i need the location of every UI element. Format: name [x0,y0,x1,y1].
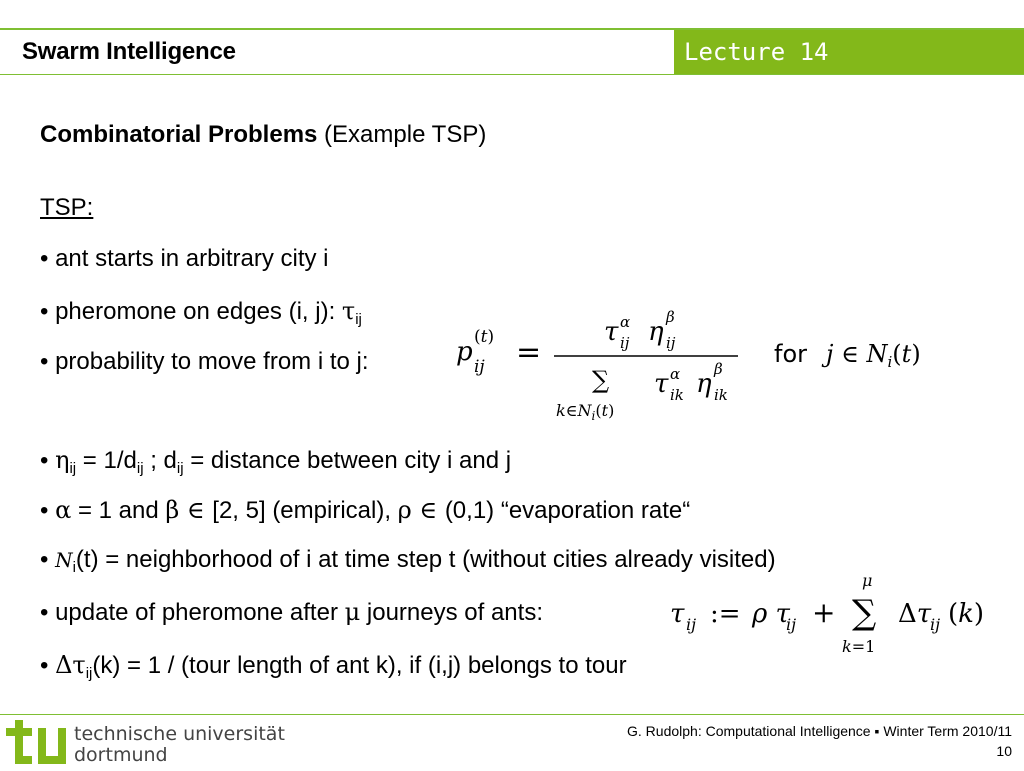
text-part: journeys of ants: [360,599,543,626]
bullet-marker: • [40,546,56,573]
text-part: = 1 and [71,497,166,524]
formula-sum-sub: $k\in N_i(t)$ [556,401,615,423]
element-of-symbol: ∈ [179,496,213,524]
formula-num-tau: τ [604,317,619,347]
formula-den-tau: τ [654,369,669,399]
bullet-parameters [40,496,690,525]
eta-symbol: η [55,446,70,474]
text-part: (k) = 1 / (tour length of ant k), if (i,j) belongs to tour [92,652,627,679]
bullet-marker: • [40,497,56,524]
formula-den-ik2: ik [714,386,728,404]
footer-rule [0,714,1024,715]
update-rho-tau-ij: ij [786,615,797,634]
subscript: ij [355,311,362,328]
delta-tau-symbol: Δτ [55,651,86,679]
calligraphic-n-symbol: N [55,548,73,572]
formula-den-eta: η [696,369,712,399]
update-tau-ij: ij [686,615,697,634]
tsp-label: TSP: [40,194,94,221]
text-part: (t) = neighborhood of i at time step t (without cities already visited) [75,546,776,573]
formula-p-sub: ij [474,357,485,377]
update-plus: + [812,596,836,629]
update-k: (k) [948,599,985,629]
tau-symbol: τ [341,297,356,325]
bullet-text: • pheromone on edges (i, j): [40,298,342,325]
formula-den-beta: β [714,360,723,378]
formula-num-alpha: α [620,313,631,331]
beta-symbol: β [165,496,180,524]
header-title: Swarm Intelligence [22,38,236,65]
element-of-symbol: ∈ [411,496,445,524]
subscript: ij [136,460,144,477]
formula-for-label: for [774,340,807,368]
bullet-pheromone-edges [40,297,362,326]
formula-condition: j ∈ $N_i(t)$ [826,340,921,371]
subscript: ij [176,460,184,477]
formula-sum: ∑ [592,366,610,394]
formula-p-sup: (t) [474,327,495,347]
formula-p: p [456,337,473,367]
text-part: = 1/d [76,447,137,474]
lecture-badge: Lecture 14 [674,30,1024,74]
bullet-probability: • probability to move from i to j: [40,348,369,375]
rho-symbol: ρ [397,496,412,524]
update-sum: ∑ [852,593,877,633]
page-number: 10 [996,743,1012,759]
update-assign: := [710,599,741,629]
update-sum-bottom: k=1 [842,637,876,656]
update-tau: τ [670,599,685,629]
subscript: i [72,559,76,576]
update-formula [662,572,1012,658]
formula-equals: = [516,335,542,370]
update-sum-top: μ [862,572,873,590]
bullet-update-pheromone [40,598,543,627]
text-part: ; d [143,447,177,474]
tu-logo-icon [4,718,70,766]
formula-num-ij: ij [620,334,630,352]
text-part: = distance between city i and j [183,447,512,474]
university-name [74,724,285,766]
probability-formula [450,302,970,430]
bullet-delta-tau [40,651,627,680]
university-name-line1: technische universität [74,723,285,745]
bullet-ant-start: • ant starts in arbitrary city i [40,245,329,272]
formula-num-eta: η [648,317,664,347]
header-rule [0,74,1024,75]
bullet-eta-definition [40,446,511,475]
formula-den-alpha: α [670,365,681,383]
text-part: (0,1) “evaporation rate“ [444,497,691,524]
university-name-line2: dortmund [74,744,168,766]
bullet-marker: • [40,447,56,474]
update-delta-ij: ij [930,615,941,634]
footer-credit: G. Rudolph: Computational Intelligence ▪ Winter Term 2010/11 [627,723,1012,739]
bullet-marker: • [40,652,56,679]
subscript: ij [69,460,77,477]
update-rho-tau: ρ τ [752,599,790,629]
tu-logo [4,718,70,766]
formula-num-ij2: ij [666,334,676,352]
bullet-neighborhood [40,546,776,574]
section-title-bold: Combinatorial Problems [40,121,318,148]
subscript: ij [85,665,93,682]
mu-symbol: μ [344,598,361,626]
formula-den-ik: ik [670,386,684,404]
section-title [40,121,486,149]
alpha-symbol: α [55,496,72,524]
update-delta-tau: Δτ [898,599,932,629]
text-part: • update of pheromone after [40,599,345,626]
text-part: [2, 5] (empirical), [212,497,398,524]
section-title-rest: (Example TSP) [317,121,487,148]
formula-num-beta: β [666,308,675,326]
